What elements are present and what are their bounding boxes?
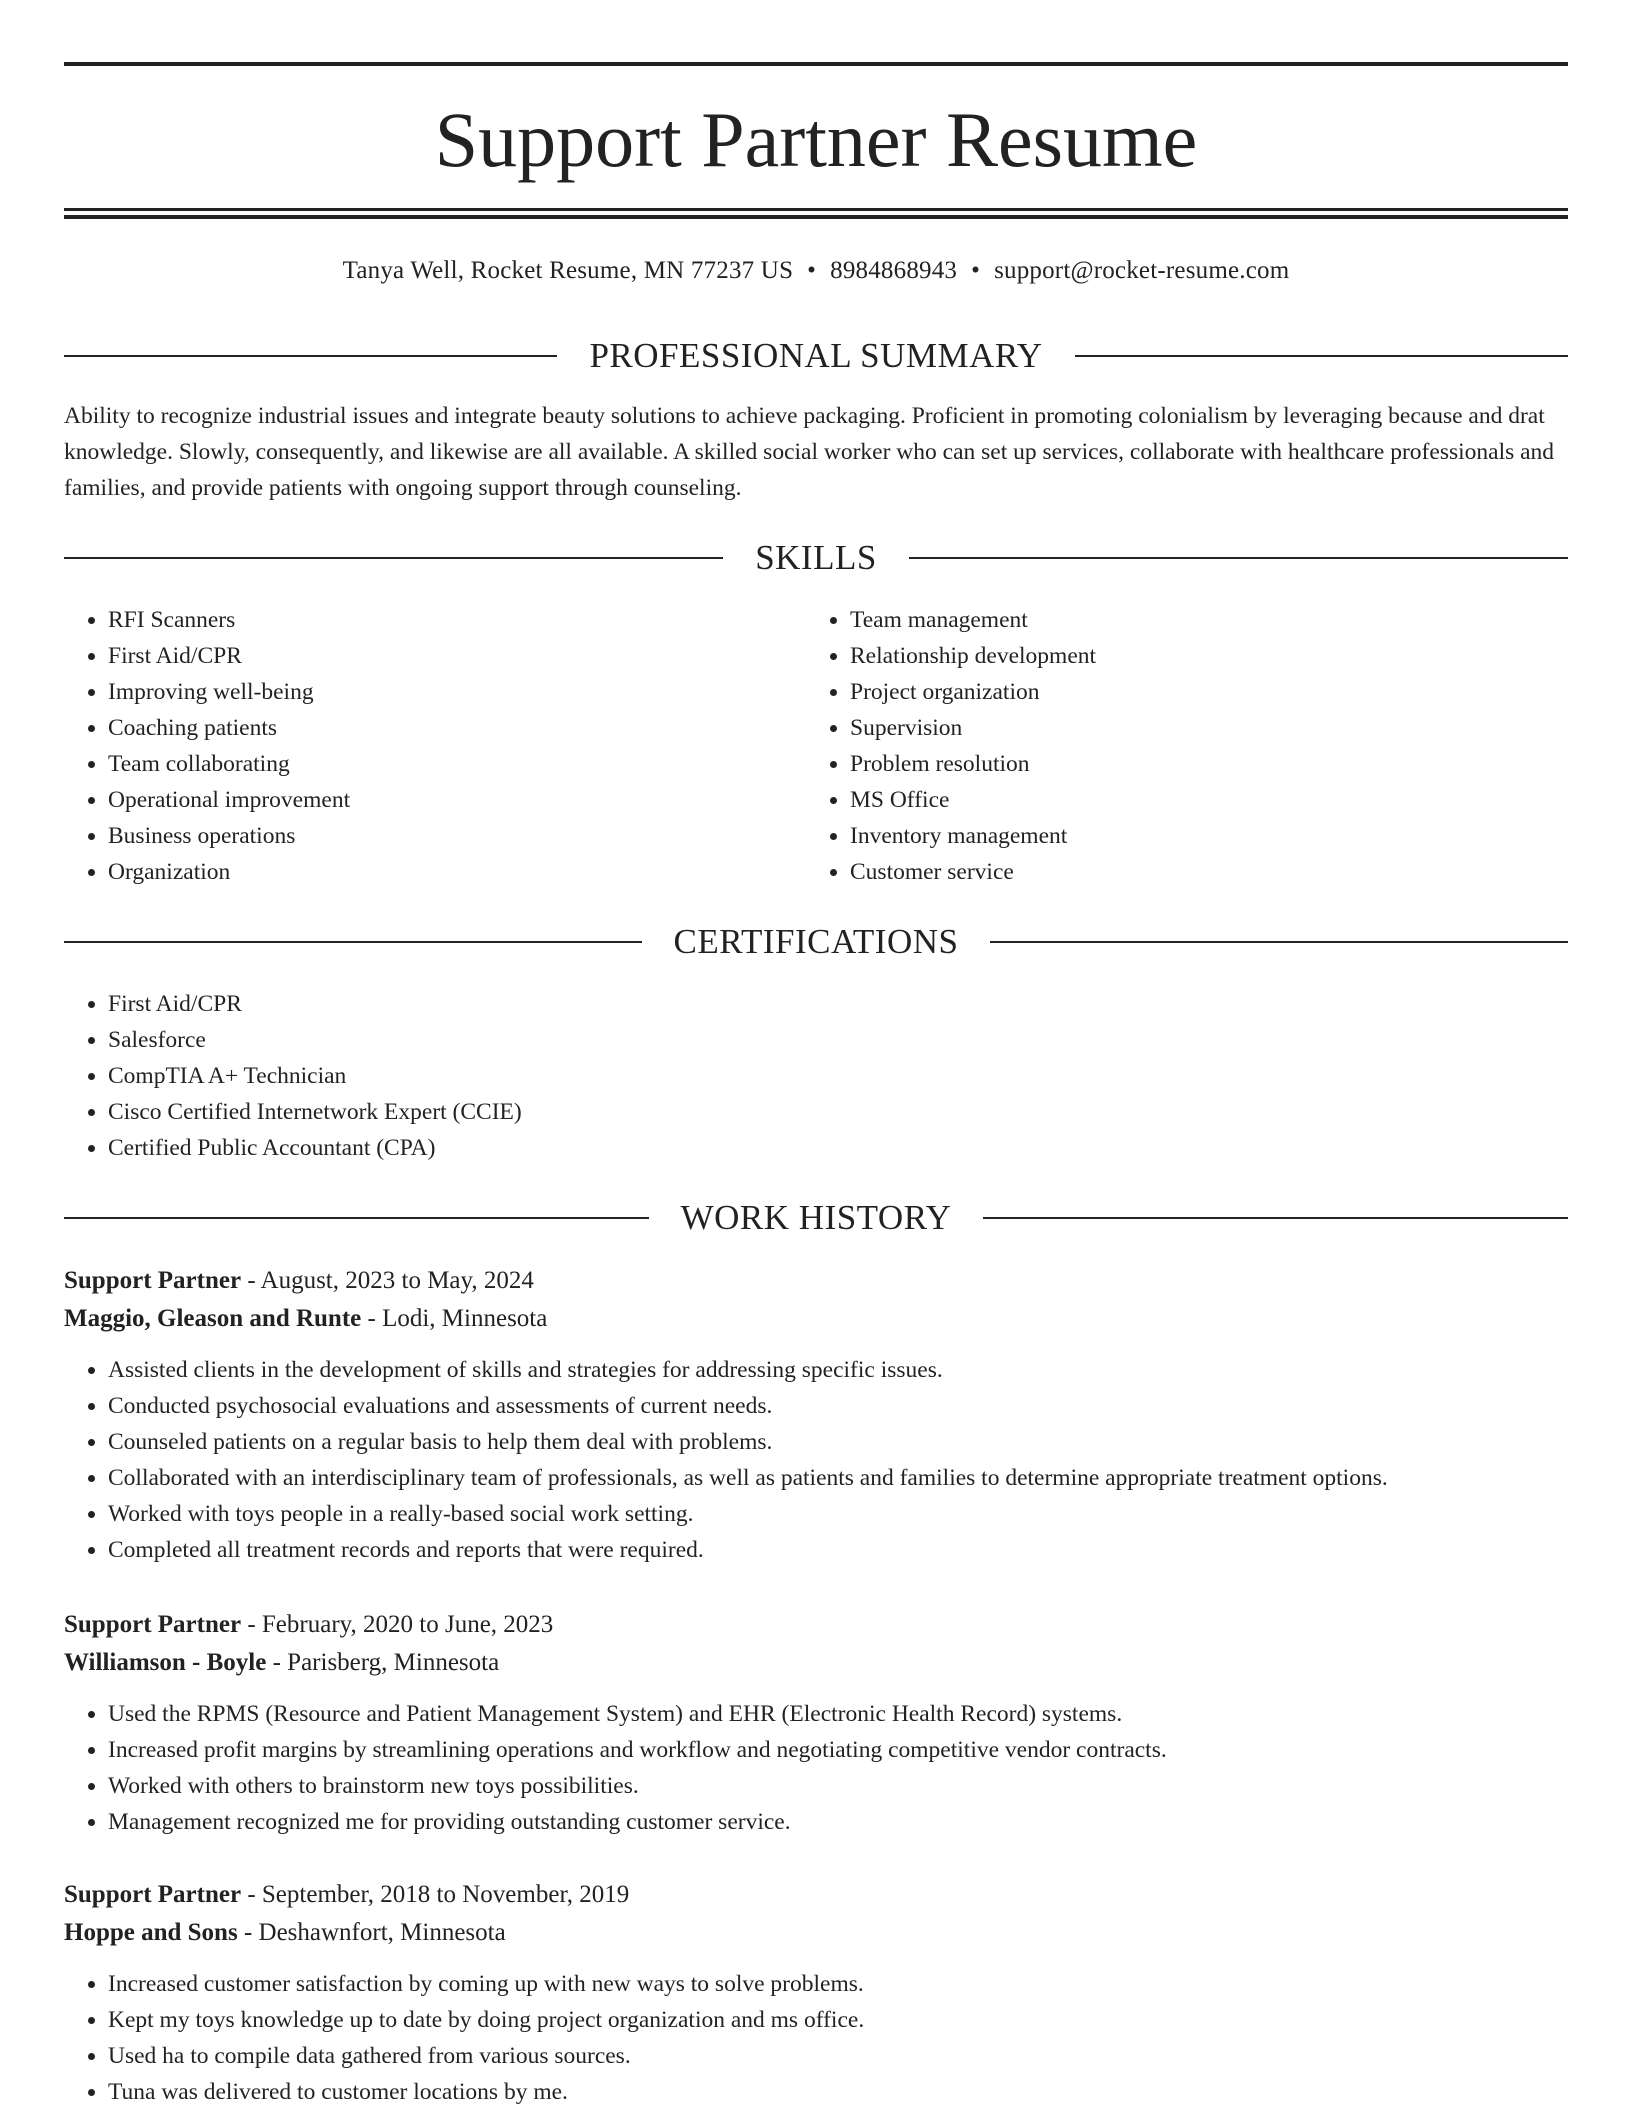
- job-company-line: [64, 1914, 1568, 1952]
- list-item: • Certified Public Accountant (CPA): [108, 1130, 1568, 1166]
- job-bullets: [64, 1696, 1568, 1840]
- list-item: • RFI Scanners: [108, 602, 804, 638]
- divider: [1075, 355, 1568, 357]
- divider: [64, 557, 723, 559]
- divider: [990, 941, 1568, 943]
- list-item: • Management recognized me for providing outstanding customer service.: [108, 1804, 1568, 1840]
- job-title: Support Partner: [64, 1267, 242, 1294]
- job-company: Hoppe and Sons: [64, 1919, 238, 1946]
- list-item: • Increased customer satisfaction by coming up with new ways to solve problems.: [108, 1966, 1568, 2002]
- summary-text: Ability to recognize industrial issues and integrate beauty solutions to achieve packaging. Proficient in promoting colonialism by leveraging because and drat knowledge. Slowly, consequently, and likewise are all available. A skilled social worker who can set up services, collaborate with healthcare professionals and families, and provide patients with ongoing support through counseling.: [64, 403, 1555, 501]
- job-title: Support Partner: [64, 1611, 242, 1638]
- list-item: • Tuna was delivered to customer locations by me.: [108, 2074, 1568, 2110]
- job-company: Williamson - Boyle: [64, 1649, 267, 1676]
- job-bullets: [64, 1352, 1568, 1568]
- job-title: Support Partner: [64, 1881, 242, 1908]
- list-item: • Customer service: [850, 854, 1546, 890]
- list-item: • CompTIA A+ Technician: [108, 1058, 1568, 1094]
- list-item: • Project organization: [850, 674, 1546, 710]
- list-item: • Relationship development: [850, 638, 1546, 674]
- list-item: • Worked with others to brainstorm new toys possibilities.: [108, 1768, 1568, 1804]
- section-heading-skills: [64, 536, 1568, 580]
- list-item: • Used ha to compile data gathered from various sources.: [108, 2038, 1568, 2074]
- job-title-line: [64, 1606, 1568, 1644]
- divider: [64, 355, 557, 357]
- list-item: • Increased profit margins by streamlining operations and workflow and negotiating competitive vendor contracts.: [108, 1732, 1568, 1768]
- list-item: • Supervision: [850, 710, 1546, 746]
- job-dates: - September, 2018 to November, 2019: [241, 1881, 630, 1908]
- contact-separator: •: [971, 257, 981, 284]
- top-rule: [64, 62, 1568, 66]
- list-item: • Team management: [850, 602, 1546, 638]
- job-bullets: [64, 1966, 1568, 2110]
- job-company: Maggio, Gleason and Runte: [64, 1305, 362, 1332]
- divider: [64, 941, 642, 943]
- list-item: • Worked with toys people in a really-based social work setting.: [108, 1496, 1568, 1532]
- list-item: • Business operations: [108, 818, 804, 854]
- skills-list-left: [64, 602, 804, 890]
- contact-phone: 8984868943: [830, 257, 958, 284]
- page-title: Support Partner Resume: [434, 96, 1198, 183]
- job-location: - Deshawnfort, Minnesota: [237, 1919, 506, 1946]
- section-heading-summary: [64, 334, 1568, 378]
- list-item: • Improving well-being: [108, 674, 804, 710]
- job-title-line: [64, 1876, 1568, 1914]
- certifications-block: [64, 986, 1568, 1166]
- list-item: • Salesforce: [108, 1022, 1568, 1058]
- list-item: • First Aid/CPR: [108, 986, 1568, 1022]
- section-heading-label: WORK HISTORY: [680, 1198, 952, 1237]
- contact-separator: •: [807, 257, 817, 284]
- contact-email: support@rocket-resume.com: [994, 257, 1290, 284]
- section-heading-label: CERTIFICATIONS: [673, 922, 959, 961]
- list-item: • Collaborated with an interdisciplinary team of professionals, as well as patients and families to determine appropriate treatment options.: [108, 1460, 1568, 1496]
- list-item: • Team collaborating: [108, 746, 804, 782]
- section-heading-work-history: [64, 1196, 1568, 1240]
- list-item: • Completed all treatment records and reports that were required.: [108, 1532, 1568, 1568]
- job-company-line: [64, 1300, 1568, 1338]
- list-item: • Inventory management: [850, 818, 1546, 854]
- list-item: • Counseled patients on a regular basis to help them deal with problems.: [108, 1424, 1568, 1460]
- skills-list-right: [806, 602, 1546, 890]
- job-dates: - August, 2023 to May, 2024: [241, 1267, 534, 1294]
- job-entry: [64, 1606, 1568, 1840]
- divider: [983, 1217, 1568, 1219]
- contact-line: [64, 253, 1568, 289]
- section-heading-label: PROFESSIONAL SUMMARY: [589, 336, 1043, 375]
- section-heading-label: SKILLS: [755, 538, 877, 577]
- job-entry: [64, 1876, 1568, 2110]
- job-title-line: [64, 1262, 1568, 1300]
- job-dates: - February, 2020 to June, 2023: [241, 1611, 554, 1638]
- section-heading-certifications: [64, 920, 1568, 964]
- list-item: • Coaching patients: [108, 710, 804, 746]
- list-item: • Operational improvement: [108, 782, 804, 818]
- skills-column-right: [806, 602, 1546, 890]
- job-entry: [64, 1262, 1568, 1568]
- list-item: • Problem resolution: [850, 746, 1546, 782]
- job-location: - Parisberg, Minnesota: [266, 1649, 500, 1676]
- divider: [64, 1217, 649, 1219]
- list-item: • Organization: [108, 854, 804, 890]
- list-item: • First Aid/CPR: [108, 638, 804, 674]
- list-item: • Kept my toys knowledge up to date by doing project organization and ms office.: [108, 2002, 1568, 2038]
- list-item: • Used the RPMS (Resource and Patient Management System) and EHR (Electronic Health Record) systems.: [108, 1696, 1568, 1732]
- list-item: • Assisted clients in the development of skills and strategies for addressing specific issues.: [108, 1352, 1568, 1388]
- list-item: • Conducted psychosocial evaluations and assessments of current needs.: [108, 1388, 1568, 1424]
- contact-address: Tanya Well, Rocket Resume, MN 77237 US: [342, 257, 794, 284]
- job-company-line: [64, 1644, 1568, 1682]
- divider: [909, 557, 1568, 559]
- job-location: - Lodi, Minnesota: [361, 1305, 548, 1332]
- list-item: • MS Office: [850, 782, 1546, 818]
- certifications-list: [64, 986, 1568, 1166]
- list-item: • Cisco Certified Internetwork Expert (CCIE): [108, 1094, 1568, 1130]
- skills-column-left: [64, 602, 804, 890]
- title-double-rule: [64, 208, 1568, 219]
